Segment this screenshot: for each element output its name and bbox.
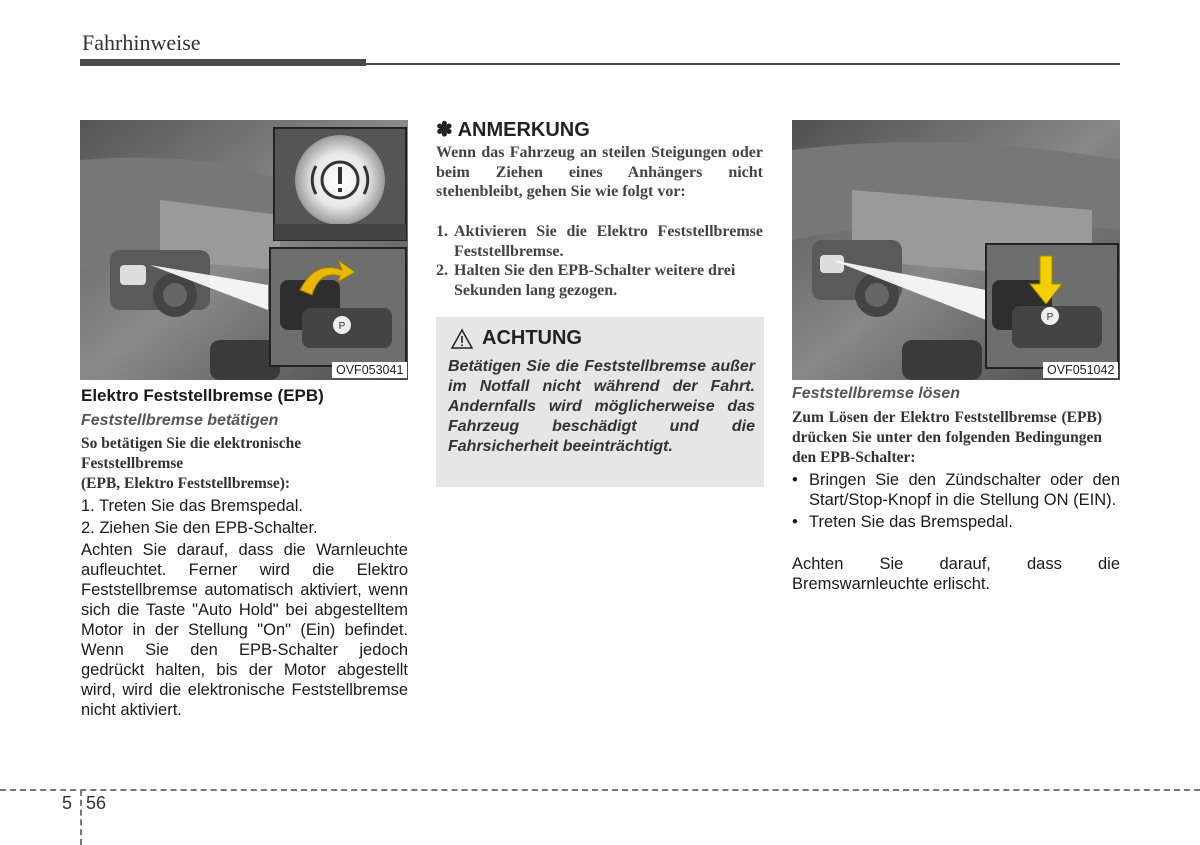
apply-step-2: 2. Ziehen Sie den EPB-Schalter.: [81, 519, 318, 537]
release-bullets: [792, 470, 1120, 532]
epb-apply-photo: [80, 120, 408, 380]
note-list: [436, 222, 763, 300]
intro-release: Zum Lösen der Elektro Feststellbremse (EPB) drücken Sie unter den folgenden Bedingungen den EPB-Schalter:: [792, 409, 1102, 466]
note-list-item: [436, 261, 763, 300]
chapter-number: 5: [62, 793, 73, 813]
caution-text: Betätigen Sie die Feststellbremse außer im Notfall nicht während der Fahrt. Andernfalls wird möglicherweise das Fahrzeug beschädigt und die Fahrsicherheit beeinträchtigt.: [448, 358, 755, 455]
caution-title: ACHTUNG: [482, 327, 582, 349]
bullet-icon: •: [792, 513, 798, 531]
caution-box: [436, 317, 764, 487]
release-paragraph: Achten Sie darauf, dass die Bremswarnleuchte erlischt.: [792, 555, 1120, 593]
release-bullet-item: [792, 470, 1120, 510]
intro-apply-line-1: So betätigen Sie die elektronische: [81, 435, 302, 452]
note-item-text: Halten Sie den EPB-Schalter weitere drei Sekunden lang gezogen.: [454, 262, 736, 299]
image-code-left: OVF053041: [332, 362, 407, 378]
subtitle-apply: Feststellbremse betätigen: [81, 412, 279, 429]
note-heading: [436, 117, 590, 142]
footer-dashed-line: [0, 789, 1200, 791]
page-header-title: Fahrhinweise: [82, 30, 201, 55]
note-item-number: 1.: [436, 223, 448, 240]
intro-apply-line-2: Feststellbremse: [81, 455, 184, 472]
note-symbol: ✽: [436, 119, 453, 141]
note-item-number: 2.: [436, 262, 448, 279]
footer-dashed-divider: [80, 790, 82, 845]
svg-text:P: P: [338, 321, 346, 332]
warning-triangle-icon: [450, 328, 474, 350]
header-rule-thin: [366, 63, 1120, 65]
note-title: ANMERKUNG: [457, 119, 590, 141]
epb-release-photo: [792, 120, 1120, 380]
section-title-epb: Elektro Feststellbremse (EPB): [81, 386, 324, 405]
image-code-right: OVF051042: [1043, 362, 1118, 378]
page-number: 56: [86, 793, 107, 813]
apply-steps: [81, 496, 411, 538]
caution-heading: [450, 327, 582, 350]
header-rule-thick: [80, 59, 366, 66]
apply-step-1: 1. Treten Sie das Bremspedal.: [81, 497, 303, 515]
note-item-text: Aktivieren Sie die Elektro Feststellbremse Feststellbremse.: [454, 223, 763, 260]
note-list-item: [436, 222, 763, 261]
release-bullet-text: Bringen Sie den Zündschalter oder den Start/Stop-Knopf in die Stellung ON (EIN).: [809, 471, 1120, 509]
release-bullet-text: Treten Sie das Bremspedal.: [809, 513, 1013, 531]
svg-text:P: P: [1046, 312, 1054, 323]
note-text: Wenn das Fahrzeug an steilen Steigungen oder beim Ziehen eines Anhängers nicht stehenbleibt, gehen Sie wie folgt vor:: [436, 144, 763, 200]
subtitle-release: Feststellbremse lösen: [792, 385, 961, 402]
intro-apply: [81, 434, 411, 494]
release-bullet-item: [792, 512, 1120, 532]
intro-apply-line-3: (EPB, Elektro Feststellbremse):: [81, 475, 291, 492]
bullet-icon: •: [792, 471, 798, 489]
apply-paragraph: Achten Sie darauf, dass die Warnleuchte aufleuchtet. Ferner wird die Elektro Feststellbremse automatisch aktiviert, wenn sich die Taste "Auto Hold" bei abgestelltem Motor in der Stellung "On" (Ein) befindet. Wenn Sie den EPB-Schalter jedoch gedrückt halten, bis der Motor abgestellt wird, wird die elektronische Feststellbremse nicht aktiviert.: [81, 541, 408, 719]
